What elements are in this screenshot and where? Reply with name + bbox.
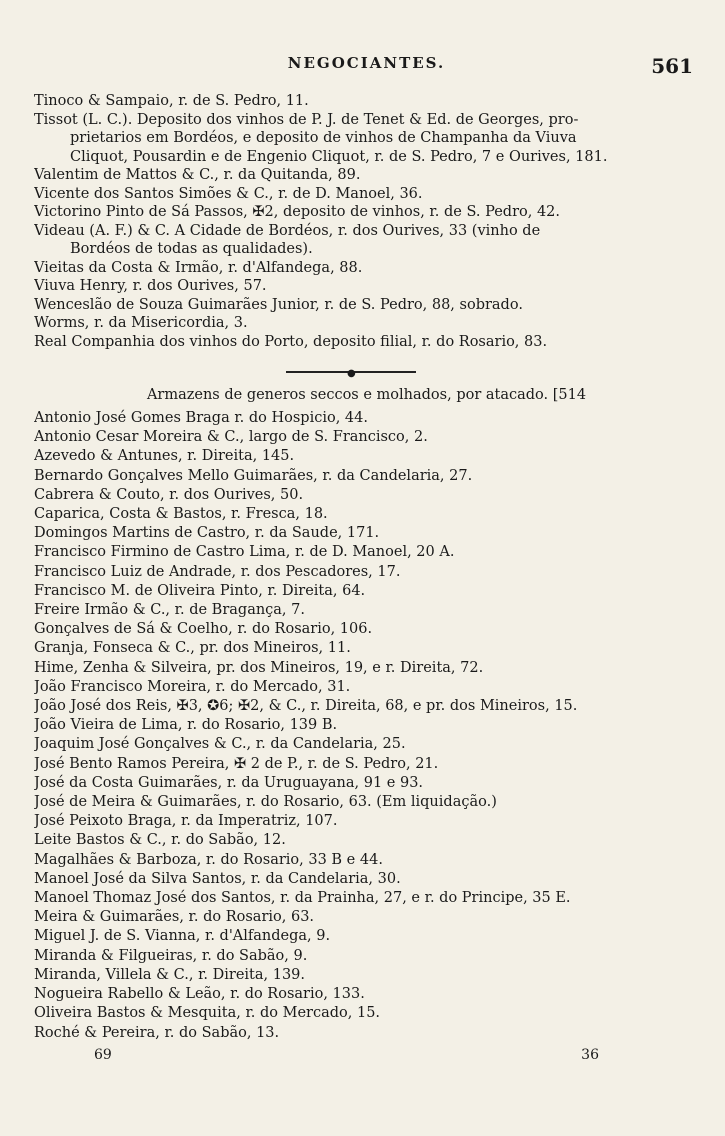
entry-line: Miranda, Villela & C., r. Direita, 139. (34, 966, 306, 983)
entry-line: Bordéos de todas as qualidades). (70, 241, 313, 257)
entry-line: Granja, Fonseca & C., pr. dos Mineiros, 11. (34, 640, 351, 657)
entry-line: Worms, r. da Misericordia, 3. (34, 315, 248, 331)
entry-line: Antonio José Gomes Braga r. do Hospicio, 44. (34, 410, 368, 426)
entry-line: Francisco Luiz de Andrade, r. dos Pescadores, 17. (34, 563, 401, 580)
entry-line: Magalhães & Barboza, r. do Rosario, 33 B e 44. (34, 851, 383, 868)
entry-line: Freire Irmão & C., r. de Bragança, 7. (34, 602, 305, 619)
page-footer (34, 1043, 699, 1073)
separator-dot: ● (347, 368, 356, 379)
entry-line: Tinoco & Sampaio, r. de S. Pedro, 11. (34, 93, 309, 109)
entry-line: João José dos Reis, ✠3, ✪6; ✠2, & C., r. Direita, 68, e pr. dos Mineiros, 15. (34, 698, 578, 715)
entry-line: prietarios em Bordéos, e deposito de vinhos de Champanha da Viuva (70, 130, 577, 146)
entry-line: Meira & Guimarães, r. do Rosario, 63. (34, 909, 315, 926)
entry-line: Roché & Pereira, r. do Sabão, 13. (34, 1024, 280, 1041)
entry-line: Vieitas da Costa & Irmão, r. d'Alfandega, 88. (34, 259, 363, 276)
entry-line: Domingos Martins de Castro, r. da Saude, 171. (34, 525, 380, 542)
section-vinhos (34, 92, 699, 351)
entry-line: Vicente dos Santos Simões & C., r. de D. Manoel, 36. (34, 185, 423, 202)
entry-line: Cliquot, Pousardin e de Engenio Cliquot, r. de S. Pedro, 7 e Ourives, 181. (70, 148, 608, 165)
signature-mark-left: 69 (94, 1046, 112, 1063)
running-title: NEGOCIANTES. (287, 54, 446, 72)
entry-line: Valentim de Mattos & C., r. da Quitanda, 89. (34, 167, 361, 183)
entry-line: Azevedo & Antunes, r. Direita, 145. (34, 448, 295, 465)
entry-line: Nogueira Rabello & Leão, r. do Rosario, 133. (34, 986, 365, 1003)
signature-mark-right: 36 (581, 1046, 599, 1063)
entry-line: Gonçalves de Sá & Coelho, r. do Rosario, 106. (34, 621, 373, 638)
entry-line: Caparica, Costa & Bastos, r. Fresca, 18. (34, 506, 328, 523)
entry-line: Viuva Henry, r. dos Ourives, 57. (34, 278, 267, 294)
entry-line: Manoel José da Silva Santos, r. da Candelaria, 30. (34, 870, 401, 887)
entry-line: João Vieira de Lima, r. do Rosario, 139 B. (34, 717, 338, 734)
entry-line: Bernardo Gonçalves Mello Guimarães, r. da Candelaria, 27. (34, 467, 473, 484)
entry-line: Victorino Pinto de Sá Passos, ✠2, deposito de vinhos, r. de S. Pedro, 42. (34, 204, 561, 220)
entry-line: João Francisco Moreira, r. do Mercado, 31. (34, 678, 351, 695)
entry-line: Miguel J. de S. Vianna, r. d'Alfandega, 9. (34, 928, 331, 945)
entry-line: Francisco M. de Oliveira Pinto, r. Direita, 64. (34, 582, 366, 599)
entry-line: Miranda & Filgueiras, r. do Sabão, 9. (34, 947, 308, 964)
entry-line: Joaquim José Gonçalves & C., r. da Candelaria, 25. (34, 736, 406, 753)
entry-line: Hime, Zenha & Silveira, pr. dos Mineiros, 19, e r. Direita, 72. (34, 659, 484, 676)
page-number: 561 (651, 54, 693, 78)
entry-line: Oliveira Bastos & Mesquita, r. do Mercado, 15. (34, 1005, 381, 1022)
entry-line: Wenceslão de Souza Guimarães Junior, r. de S. Pedro, 88, sobrado. (34, 296, 523, 313)
entry-line: Videau (A. F.) & C. A Cidade de Bordéos, r. dos Ourives, 33 (vinho de (34, 222, 541, 239)
entry-line: José de Meira & Guimarães, r. do Rosario, 63. (Em liquidação.) (34, 794, 497, 811)
entry-line: Leite Bastos & C., r. do Sabão, 12. (34, 832, 286, 849)
entry-line: José Bento Ramos Pereira, ✠ 2 de P., r. de S. Pedro, 21. (34, 755, 439, 772)
entry-line: José Peixoto Braga, r. da Imperatriz, 107. (34, 813, 338, 830)
entry-line: Manoel Thomaz José dos Santos, r. da Prainha, 27, e r. do Principe, 35 E. (34, 890, 571, 907)
entry-line: Tissot (L. C.). Deposito dos vinhos de P. J. de Tenet & Ed. de Georges, pro- (34, 111, 579, 128)
section-title: Armazens de generos seccos e molhados, por atacado. [514 (146, 387, 587, 403)
entry-line: Real Companhia dos vinhos do Porto, deposito filial, r. do Rosario, 83. (34, 333, 548, 350)
entry-line: Francisco Firmino de Castro Lima, r. de D. Manoel, 20 A. (34, 544, 455, 561)
page-header (34, 52, 699, 92)
entry-line: Cabrera & Couto, r. dos Ourives, 50. (34, 486, 304, 503)
entry-line: José da Costa Guimarães, r. da Uruguayana, 91 e 93. (34, 774, 424, 791)
section-separator (34, 351, 699, 385)
entry-line: Antonio Cesar Moreira & C., largo de S. Francisco, 2. (34, 429, 428, 446)
section-armazens (34, 385, 699, 1043)
